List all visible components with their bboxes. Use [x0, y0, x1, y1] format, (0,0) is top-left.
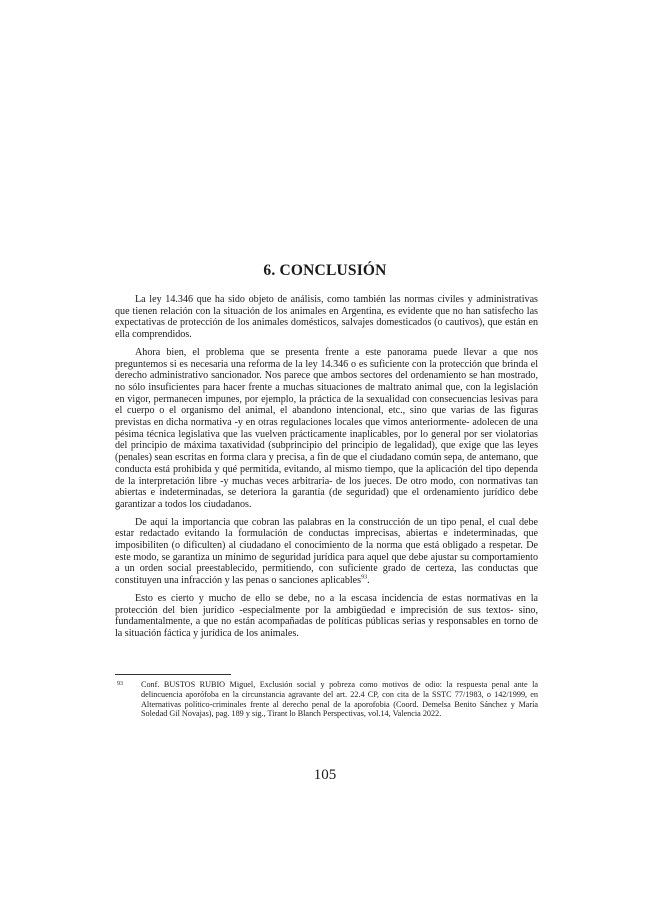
paragraph: Ahora bien, el problema que se presenta frente a este panorama puede llevar a que nos preguntemos si es necesaria una reforma de la ley 14.346 o es suficiente con la protección que brinda el derecho administrativo sancionador. Nos parece que ambos sectores del ordenamiento se han mostrado, no sólo insuficientes para hacer frente a muchas situaciones de maltrato animal que, con la legislación en vigor, permanecen impunes, por ejemplo, la práctica de la sexualidad con consecuencias lesivas para el cuerpo o el organismo del animal, el abandono intencional, etc., sino que varias de las figuras previstas en dicha normativa -y en otras regulaciones locales que vimos anteriormente- adolecen de una pésima técnica legislativa que las vuelven prácticamente inaplicables, por lo general por ser violatorias del principio de máxima taxatividad (subprincipio del principio de legalidad), que exige que las leyes (penales) sean escritas en forma clara y precisa, a fin de que el ciudadano común sepa, de antemano, que conducta está prohibida y qué permitida, evitando, al mismo tiempo, que la aplicación del tipo dependa de la interpretación libre -y muchas veces arbitraria- de los jueces. De otro modo, con normativas tan abiertas e indeterminadas, se deteriora la garantía (de seguridad) que el ordenamiento jurídico debe garantizar a todos los ciudadanos.: [115, 346, 538, 510]
footnote-number: 93: [117, 681, 123, 687]
paragraph-text: De aquí la importancia que cobran las palabras en la construcción de un tipo penal, el cual debe estar redactado evitando la formulación de conductas imprecisas, abiertas e indeterminadas, que imposibiliten (o dificulten) al ciudadano el conocimiento de la norma que está obligado a respetar. De este modo, se garantiza un mínimo de seguridad jurídica para aquel que debe ajustar su comportamiento a un orden social preestablecido, permitiendo, con suficiente grado de certeza, las conductas que constituyen una infracción y las penas o sanciones aplicables: [115, 516, 538, 587]
footnote-divider: [115, 674, 231, 675]
paragraph-end: .: [367, 575, 370, 587]
footnote-text: Conf. BUSTOS RUBIO Miguel, Exclusión social y pobreza como motivos de odio: la respuesta penal ante la delincuencia aporófoba en la circunstancia agravante del art. 22.4 CP, con cita de la SSTC 77/1983, o 142/1999, en Alternativas político-criminales frente al derecho penal de la aporofobia (Coord. Demelsa Benito Sánchez y María Soledad Gil Novajas), pag. 189 y sig., Tirant lo Blanch Perspectivas, vol.14, Valencia 2022.: [141, 680, 538, 719]
paragraph: La ley 14.346 que ha sido objeto de análisis, como también las normas civiles y administrativas que tienen relación con la situación de los animales en Argentina, es evidente que no han satisfecho las expectativas de protección de los animales domésticos, salvajes domesticados (o cautivos), que están en ella comprendidos.: [115, 294, 538, 341]
section-title: 6. CONCLUSIÓN: [263, 262, 387, 279]
page-number: 105: [313, 767, 337, 783]
body-text: [115, 294, 538, 646]
footnote: [115, 680, 538, 719]
paragraph: Esto es cierto y mucho de ello se debe, no a la escasa incidencia de estas normativas en la protección del bien jurídico -especialmente por la ambigüedad e imprecisión de sus textos- sino, fundamentalmente, a que no están acompañadas de políticas públicas serias y responsables en torno de la situación fáctica y jurídica de los animales.: [115, 592, 538, 639]
footnote-reference[interactable]: 93: [361, 574, 368, 581]
paragraph: [115, 517, 538, 587]
